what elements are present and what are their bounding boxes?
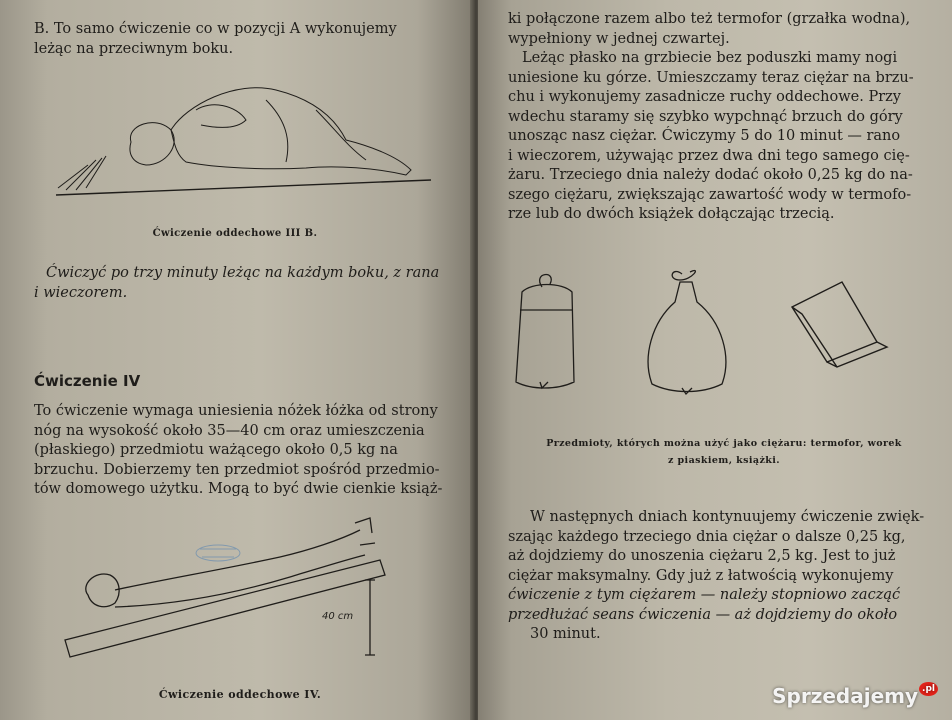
- left-page: [0, 0, 474, 720]
- figure-inclined-bed-illustration: [60, 515, 400, 675]
- right-page: [478, 0, 952, 720]
- figure-caption: [508, 438, 940, 466]
- text-line: To ćwiczenie wymaga uniesienia nóżek łóżka od strony: [34, 403, 438, 419]
- text-line: unosząc nasz ciężar. Ćwiczymy 5 do 10 minut — rano: [508, 128, 901, 144]
- intro-text: [34, 20, 454, 59]
- text-line: wypełniony w jednej czwartej.: [508, 30, 730, 47]
- text-line: aż dojdziemy do unoszenia ciężaru 2,5 kg. Jest to już: [508, 548, 896, 564]
- text-line: i wieczorem, używając przez dwa dni tego samego cię-: [508, 147, 910, 164]
- text-line: Leżąc płasko na grzbiecie bez poduszki mamy nogi: [522, 50, 898, 66]
- watermark: [772, 684, 938, 708]
- text-line: rze lub do dwóch książek dołączając trzecią.: [508, 206, 835, 222]
- books-icon: [792, 282, 887, 367]
- hot-water-bottle-icon: [516, 275, 574, 388]
- figure-caption: Ćwiczenie oddechowe III B.: [152, 228, 318, 239]
- text-line: ciężar maksymalny. Gdy już z łatwością wykonujemy: [508, 567, 894, 584]
- text-line: ćwiczenie z tym ciężarem — należy stopniowo zacząć: [508, 587, 901, 603]
- figure-caption: Ćwiczenie oddechowe IV.: [158, 688, 322, 701]
- text-line: ki połączone razem albo też termofor (grzałka wodna),: [508, 11, 911, 27]
- height-label: 40 cm: [322, 611, 354, 622]
- text-line: wdechu staramy się szybko wypchnąć brzuch do góry: [508, 108, 903, 125]
- text-line: i wieczorem.: [34, 284, 128, 301]
- text-line: 30 minut.: [530, 626, 601, 642]
- text-line: szego ciężaru, zwiększając zawartość wody w termofo-: [508, 186, 912, 203]
- text-line: (płaskiego) przedmiotu ważącego około 0,5 kg na: [34, 442, 398, 458]
- caption-line: Przedmioty, których można użyć jako ciężaru: termofor, worek: [546, 438, 902, 449]
- text-line: nóg na wysokość około 35—40 cm oraz umieszczenia: [34, 422, 425, 439]
- text-line: brzuchu. Dobierzemy ten przedmiot spośród przedmio-: [34, 461, 440, 478]
- text-line: żaru. Trzeciego dnia należy dodać około 0,25 kg do na-: [508, 167, 913, 183]
- section-title: Ćwiczenie IV: [34, 372, 141, 390]
- top-text: [508, 10, 940, 225]
- bottom-text: [508, 508, 940, 645]
- watermark-suffix: .pl: [919, 682, 938, 696]
- body-text: [34, 402, 454, 500]
- text-line: tów domowego użytku. Mogą to być dwie cienkie książ-: [34, 481, 443, 497]
- text-line: szając każdego trzeciego dnia ciężar o dalsze 0,25 kg,: [508, 528, 906, 545]
- text-line: B. To samo ćwiczenie co w pozycji A wykonujemy: [34, 21, 397, 37]
- text-line: chu i wykonujemy zasadnicze ruchy oddechowe. Przy: [508, 89, 901, 105]
- caption-line: z piaskiem, książki.: [668, 455, 780, 466]
- watermark-text: Sprzedajemy: [772, 684, 919, 708]
- text-line: przedłużać seans ćwiczenia — aż dojdziemy do około: [508, 606, 898, 623]
- figure-side-lying-illustration: [36, 70, 436, 210]
- text-line: uniesione ku górze. Umieszczamy teraz ciężar na brzu-: [508, 69, 914, 86]
- text-line: leżąc na przeciwnym boku.: [34, 40, 234, 57]
- sand-bag-icon: [648, 271, 726, 394]
- figure-weights-illustration: [502, 262, 922, 402]
- text-line: W następnych dniach kontynuujemy ćwiczenie zwięk-: [530, 509, 925, 525]
- italic-note: [34, 264, 454, 303]
- text-line: Ćwiczyć po trzy minuty leżąc na każdym boku, z rana: [46, 265, 440, 281]
